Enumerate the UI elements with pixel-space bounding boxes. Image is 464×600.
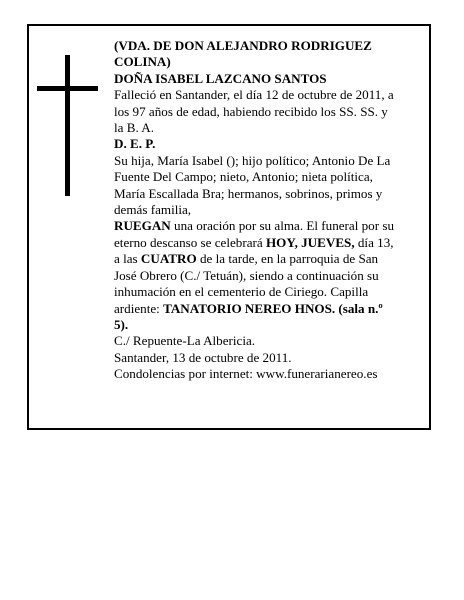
ruegan: RUEGAN [114,218,171,234]
widow-line: (VDA. DE DON ALEJANDRO RODRIGUEZ COLINA) [114,38,372,70]
relatives: Su hija, María Isabel (); hijo político; Antonio De La Fuente Del Campo; nieto, Antonio; nieta política, María Escallada Bra; hermanos, sobrinos, primos y demás familia, [114,152,391,218]
funeral-paragraph [114,218,396,333]
dep-line: D. E. P. [114,136,156,152]
cross-icon [65,55,70,196]
deceased-name: DOÑA ISABEL LAZCANO SANTOS [114,70,327,86]
death-info: Falleció en Santander, el día 12 de octubre de 2011, a los 97 años de edad, habiendo recibido los SS. SS. y la B. A. [114,87,394,136]
chapel: TANATORIO NEREO HNOS. (sala n.º 5). [114,300,383,332]
date-line: Santander, 13 de octubre de 2011. [114,349,292,365]
funeral-hour: CUATRO [140,251,197,267]
obituary-text [114,38,396,383]
cross-icon-arm [37,86,98,91]
condolences: Condolencias por internet: www.funerarianereo.es [114,366,378,382]
prayer-text: una oración por su alma. El funeral por su eterno descanso se celebrará [114,218,395,250]
address: C./ Repuente-La Albericia. [114,333,256,349]
place-text: de la tarde, en la parroquia de San José Obrero (C./ Tetuán), siendo a continuación su inhumación en el cementerio de Ciriego. Capilla ardiente: [114,251,379,316]
day-text: día 13, a las [114,234,394,267]
funeral-day: HOY, JUEVES, [265,234,355,250]
